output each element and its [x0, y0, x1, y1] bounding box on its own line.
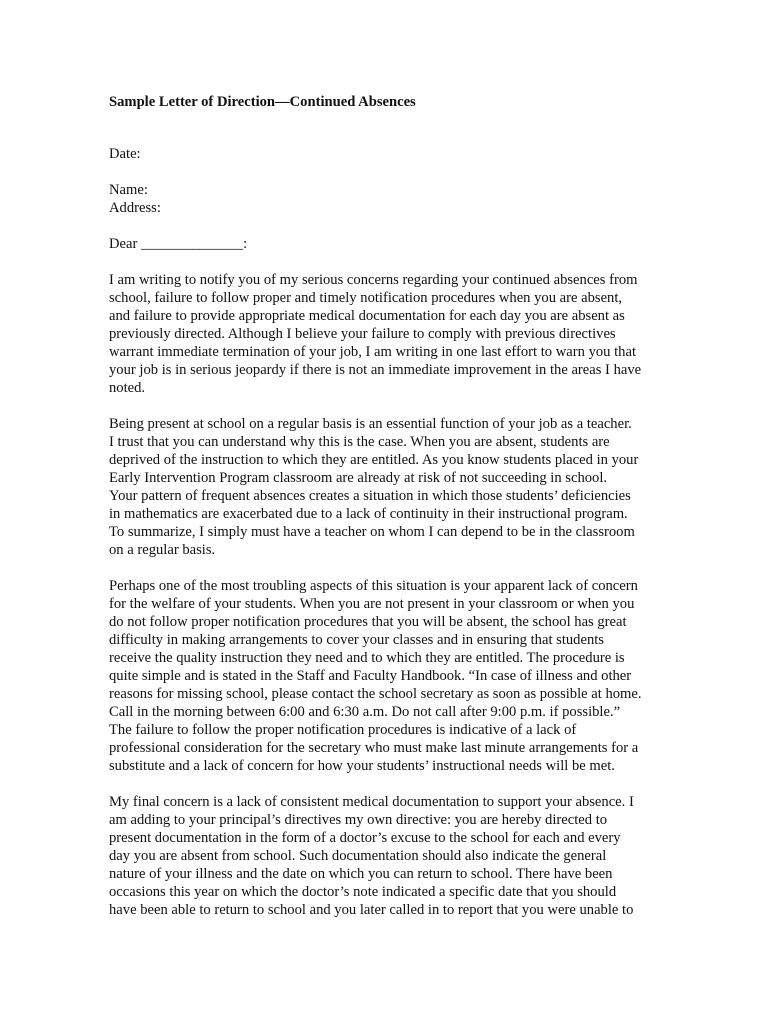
letter-title: Sample Letter of Direction—Continued Absences	[109, 94, 416, 110]
paragraph-2: Being present at school on a regular basis is an essential function of your job as a teacher. I trust that you can understand why this is the case. When you are absent, students are deprived of the instruction to which they are entitled. As you know students placed in your Early Intervention Program classroom are already at risk of not succeeding in school. Your pattern of frequent absences creates a situation in which those students’ deficiencies in mathematics are exacerbated due to a lack of continuity in their instructional program. To summarize, I simply must have a teacher on whom I can depend to be in the classroom on a regular basis.	[109, 416, 639, 558]
paragraph-1: I am writing to notify you of my serious concerns regarding your continued absences from school, failure to follow proper and timely notification procedures when you are absent, and failure to provide appropriate medical documentation for each day you are absent as previously directed. Although I believe your failure to comply with previous directives warrant immediate termination of your job, I am writing in one last effort to warn you that your job is in serious jeopardy if there is not an immediate improvement in the areas I have noted.	[109, 272, 642, 396]
date-label: Date:	[109, 146, 141, 162]
address-label: Address:	[109, 200, 161, 216]
paragraph-3: Perhaps one of the most troubling aspects of this situation is your apparent lack of concern for the welfare of your students. When you are not present in your classroom or when you do not follow proper notification procedures that you will be absent, the school has great difficulty in making arrangements to cover your classes and in ensuring that students receive the quality instruction they need and to which they are entitled. The procedure is quite simple and is stated in the Staff and Faculty Handbook. “In case of illness and other reasons for missing school, please contact the school secretary as soon as possible at home. Call in the morning between 6:00 and 6:30 a.m. Do not call after 9:00 p.m. if possible.” The failure to follow the proper notification procedures is indicative of a lack of professional consideration for the secretary who must make last minute arrangements for a substitute and a lack of concern for how your students’ instructional needs will be met.	[109, 578, 642, 774]
paragraph-4: My final concern is a lack of consistent medical documentation to support your absence. I am adding to your principal’s directives my own directive: you are hereby directed to present documentation in the form of a doctor’s excuse to the school for each and every day you are absent from school. Such documentation should also indicate the general nature of your illness and the date on which you can return to school. There have been occasions this year on which the doctor’s note indicated a specific date that you should have been able to return to school and you later called in to report that you were unable to	[109, 794, 634, 918]
name-label: Name:	[109, 182, 148, 198]
letter-page	[109, 92, 664, 919]
salutation: Dear ______________:	[109, 236, 248, 252]
